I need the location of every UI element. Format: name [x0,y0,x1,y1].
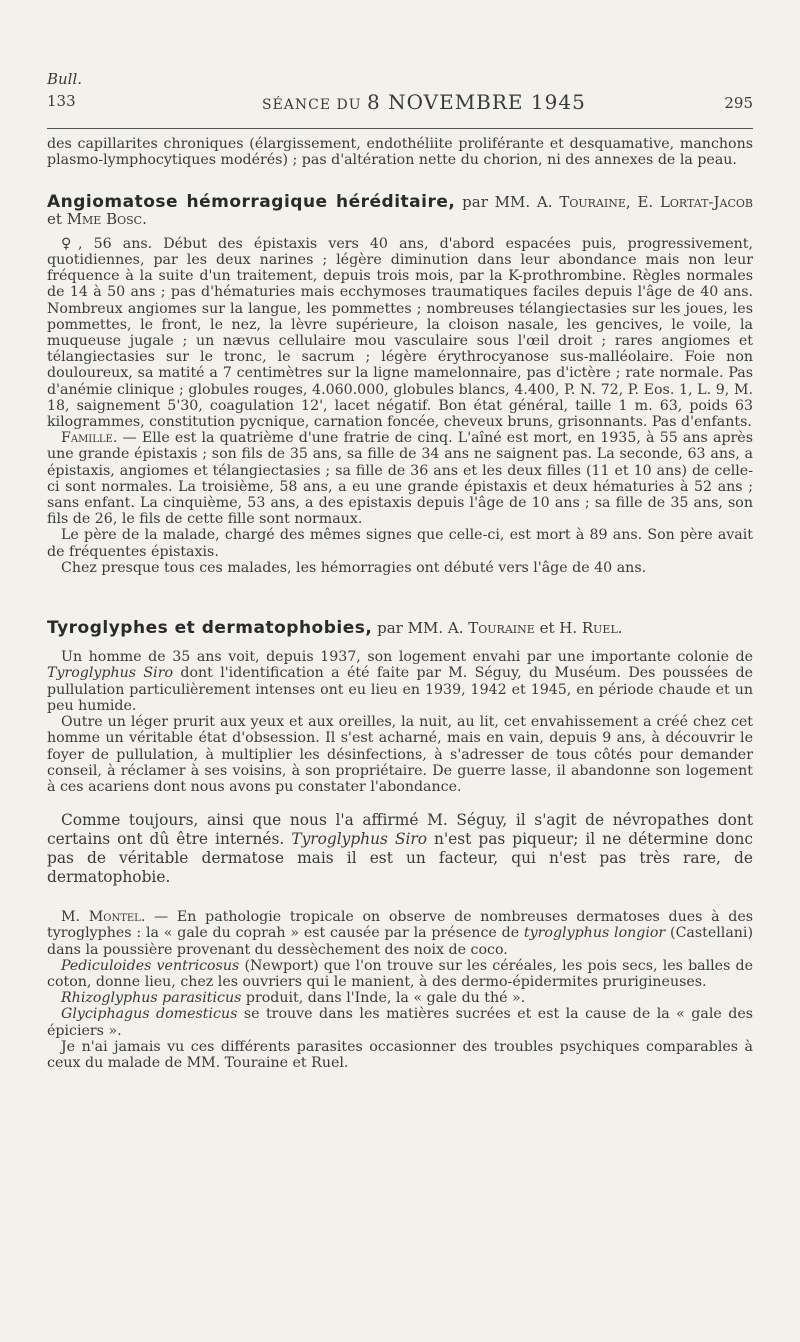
article1-heading [47,194,753,226]
case-paragraph: ♀, 56 ans. Début des épistaxis vers 40 ans, d'abord espacées puis, progressivement, quotidiennes, par les deux narines ; légère diminution dans leur abondance mais non leur fréquence à la suite d'un traitement, depuis trois mois, par la K-prothrombine. Règles normales de 14 à 50 ans ; pas d'hématuries mais ecchymoses traumatiques faciles depuis l'âge de 40 ans. Nombreux angiomes sur la langue, les pommettes ; nombreuses télangiectasies sur les joues, les pommettes, le front, le nez, la lèvre supérieure, la cloison nasale, les gencives, le voile, la muqueuse jugale ; un nævus cellulaire mou vasculaire sous l'œil droit ; rares angiomes et télangiectasies sur le tronc, le sacrum ; légère érythrocyanose sus-malléolaire. Foie non douloureux, sa matité a 7 centimètres sur la ligne mamelonnaire, pas d'ictère ; rate normale. Pas d'anémie clinique ; globules rouges, 4.060.000, globules blancs, 4.400, P. N. 72, P. Eos. 1, L. 9, M. 18, saignement 5'30, coagulation 12', lacet négatif. Bon état général, taille 1 m. 63, poids 63 kilogrammes, constitution pycnique, carnation foncée, cheveux bruns, grisonnants. Pas d'enfants. [47,235,753,431]
comment-p4-text: se trouve dans les matières sucrées et est la cause de la « gale des épiciers ». [47,1006,754,1039]
article1-author2: Lortat-Jacob [659,193,753,212]
conclusion-paragraph: Chez presque tous ces malades, les hémorragies ont débuté vers l'âge de 40 ans. [61,559,647,576]
article2-paragraph2: Outre un léger prurit aux yeux et aux oreilles, la nuit, au lit, cet envahissement a créé chez cet homme un véritable état d'obsession. Il s'est acharné, mais en vain, depuis 9 ans, à découvrir le foyer de pullulation, à multiplier les désinfections, à s'adresser de tous côtés pour demander conseil, à réclamer à ses voisins, à son propriétaire. De guerre lasse, il abandonne son logement à ces acariens dont nous avons pu constater l'abondance. [47,714,753,795]
article1-author1: Touraine, [559,193,631,212]
article1-author3: Mme Bosc. [66,209,147,228]
page-body [47,136,753,1071]
article2-and: et [539,619,555,638]
article2-byline: par MM. A. [377,619,464,638]
running-head [47,90,753,112]
discussion-text-a: Comme toujours, ainsi que nous l'a affirmé M. Séguy, il s'agit de névropathes dont certains ont dû être internés. [47,811,753,849]
species-name: Rhizoglyphus parasiticus [61,990,242,1007]
discussion-text-b: n'est pas piqueur; il ne détermine donc pas de véritable dermatose mais il est un facteur, qui n'est pas très rare, de dermatophobie. [47,830,754,887]
article1-byline: par MM. A. [462,193,553,212]
comment-paragraph3 [47,990,753,1006]
article2-p1-text-b: dont l'identification a été faite par M. Séguy, du Muséum. Des poussées de pullulation particulièrement intenses ont eu lieu en 1939, 1942 et 1945, en période chaude et un peu humide. [47,665,753,714]
header-rule [47,128,753,129]
comment-speaker: M. Montel. [61,909,146,926]
article1-author2-initial: E. [637,193,654,212]
volume-number: 133 [47,92,76,110]
article2-heading [47,618,753,639]
journal-abbrev: Bull. [47,70,83,88]
article2-author1: Touraine [468,619,535,638]
comment-paragraph4 [47,1006,753,1038]
article1-and: et [47,209,62,228]
family-paragraph [47,430,753,527]
article2-title: Tyroglyphes et dermatophobies, [47,618,373,639]
comment-p2-text: (Newport) que l'on trouve sur les céréales, les pois secs, les balles de coton, donne lieu, chez les ouvriers qui le manient, à des dermo-épidermites prurigineuses. [47,957,753,990]
species-name: Pediculoides ventricosus [61,957,240,974]
article2-author2: H. Ruel. [559,619,623,638]
comment-paragraph1 [47,909,753,958]
page-number: 295 [724,94,753,112]
comment-paragraph2 [47,958,753,990]
species-name: tyroglyphus longior [523,925,666,942]
father-paragraph: Le père de la malade, chargé des mêmes signes que celle-ci, est mort à 89 ans. Son père avait de fréquentes épistaxis. [47,527,753,560]
family-label: Famille. [61,430,118,447]
article2-p1-text-a: Un homme de 35 ans voit, depuis 1937, son logement envahi par une importante colonie de [61,649,753,666]
session-heading [262,90,586,114]
family-text: — Elle est la quatrième d'une fratrie de cinq. L'aîné est mort, en 1935, à 55 ans après une grande épistaxis ; son fils de 35 ans, sa fille de 34 ans ne saignent pas. La seconde, 63 ans, a épistaxis, angiomes et télangiectasies ; sa fille de 36 ans et les deux filles (11 et 10 ans) de celle-ci sont normales. La troisième, 58 ans, a eu une grande épistaxis et deux hématuries à 52 ans ; sans enfant. La cinquième, 53 ans, a des epistaxis depuis l'âge de 10 ans ; sa fille de 35 ans, son fils de 26, le fils de cette fille sont normaux. [47,430,753,528]
session-date: 8 NOVEMBRE 1945 [367,90,586,114]
article1-title: Angiomatose hémorragique héréditaire, [47,192,456,213]
comment-p3-text: produit, dans l'Inde, la « gale du thé ». [241,990,526,1007]
comment-p1-text-b: (Castellani) dans la poussière provenant du dessèchement des noix de coco. [47,925,754,958]
comment-paragraph5: Je n'ai jamais vu ces différents parasites occasionner des troubles psychiques comparables à ceux du malade de MM. Touraine et Ruel. [47,1038,753,1071]
discussion-paragraph [47,811,753,887]
session-label: SÉANCE DU [262,97,362,113]
intro-paragraph: des capillarites chroniques (élargissement, endothéliite proliférante et desquamative, manchons plasmo-lymphocytiques modérés) ; pas d'altération nette du chorion, ni des annexes de la peau. [47,136,753,169]
species-name: Tyroglyphus Siro [47,665,174,682]
article2-paragraph1 [47,649,753,714]
species-name: Glyciphagus domesticus [61,1006,238,1023]
comment-p1-text-a: — En pathologie tropicale on observe de nombreuses dermatoses dues à des tyroglyphes : la « gale du coprah » est causée par la présence de [47,909,753,942]
species-name: Tyroglyphus Siro [291,830,428,849]
